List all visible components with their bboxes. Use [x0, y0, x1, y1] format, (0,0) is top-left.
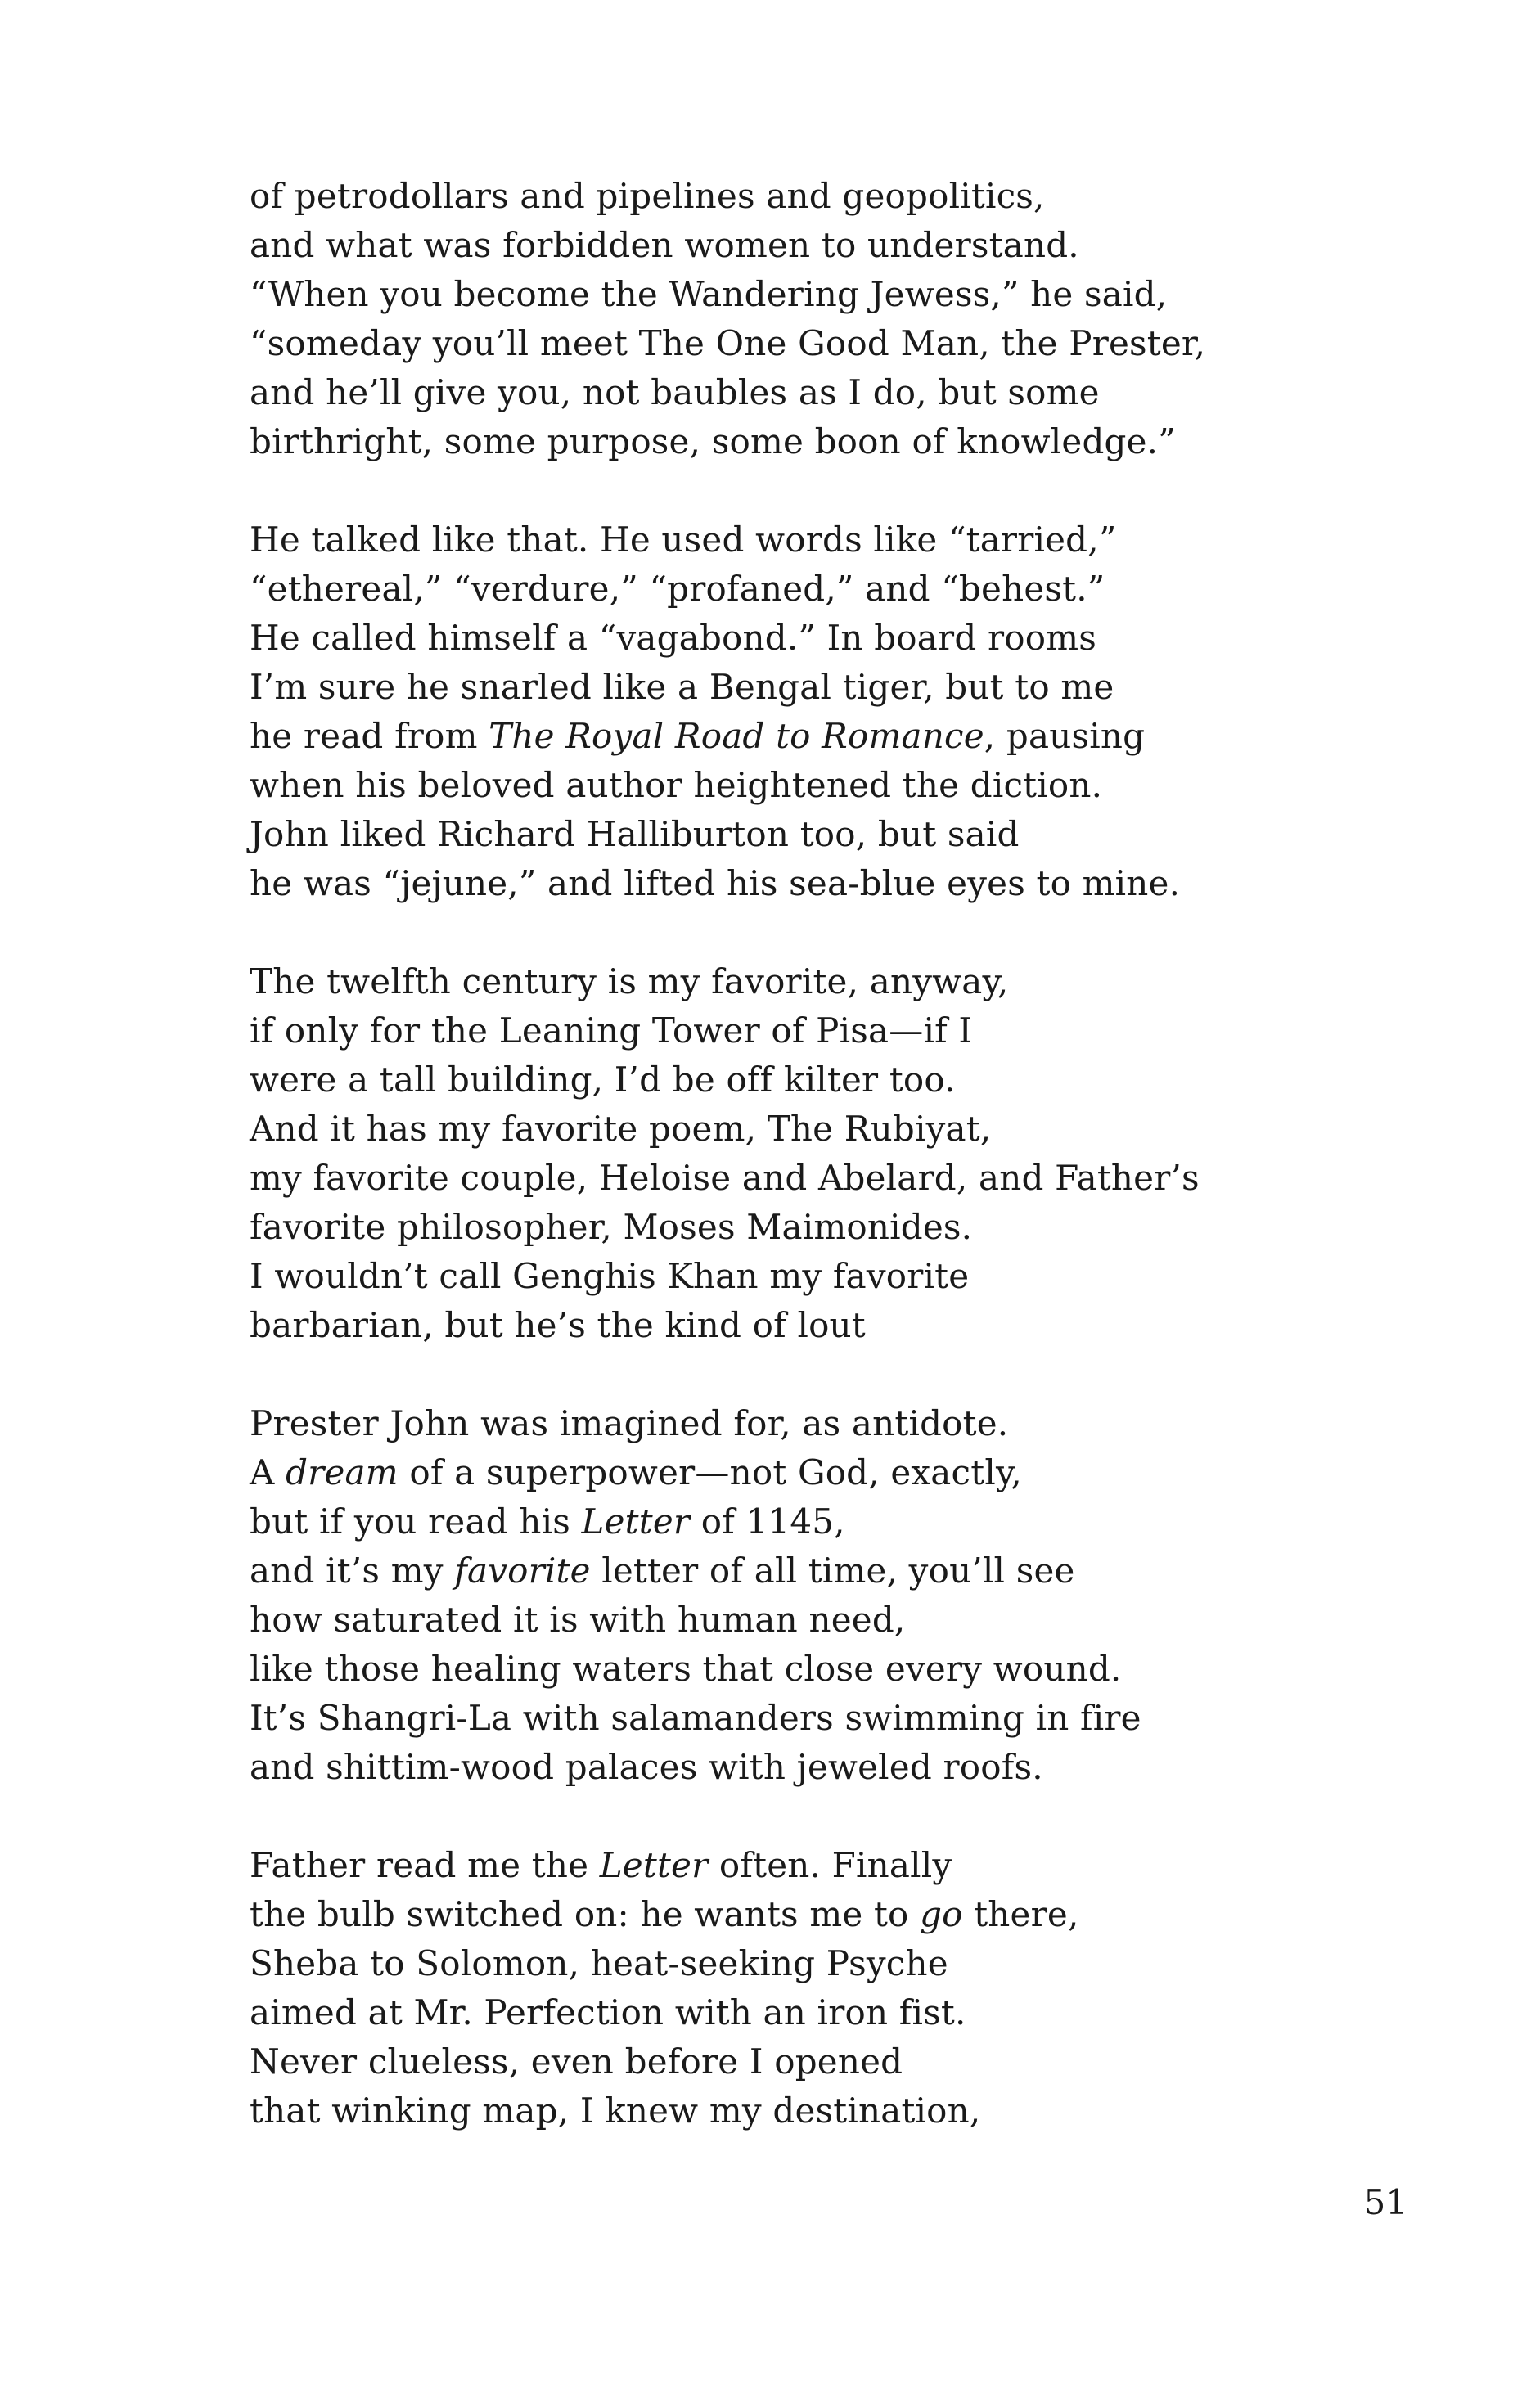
line-text: I’m sure he snarled like a Bengal tiger, but to me — [250, 667, 1114, 707]
line-text: and what was forbidden women to understand. — [250, 225, 1079, 265]
poem-line — [250, 1596, 1330, 1645]
poem-line — [250, 1988, 1330, 2037]
poem-line — [250, 1055, 1330, 1105]
line-text: there, — [962, 1894, 1079, 1934]
line-text: And it has my favorite poem, The Rubiyat, — [250, 1109, 992, 1149]
poem-line — [250, 172, 1330, 221]
italic-text: dream — [286, 1452, 399, 1492]
line-text: letter of all time, you’ll see — [590, 1551, 1075, 1591]
poem-line — [250, 1939, 1330, 1988]
poem-line — [250, 221, 1330, 270]
line-text: Father read me the — [250, 1845, 600, 1885]
line-text: often. Finally — [708, 1845, 952, 1885]
stanza — [250, 957, 1330, 1350]
poem-line — [250, 1154, 1330, 1203]
poem-line — [250, 761, 1330, 810]
line-text: he read from — [250, 716, 489, 756]
line-text: aimed at Mr. Perfection with an iron fist. — [250, 1992, 966, 2032]
poem-line — [250, 2086, 1330, 2136]
poem-line — [250, 1497, 1330, 1546]
line-text: and it’s my — [250, 1551, 455, 1591]
line-text: Prester John was imagined for, as antidote. — [250, 1403, 1009, 1443]
line-text: that winking map, I knew my destination, — [250, 2091, 981, 2131]
poem-line — [250, 1645, 1330, 1694]
italic-text: Letter — [599, 1845, 709, 1885]
poem-line — [250, 712, 1330, 761]
line-text: but if you read his — [250, 1501, 582, 1542]
line-text: Sheba to Solomon, heat-seeking Psyche — [250, 1943, 948, 1983]
poem-line — [250, 1743, 1330, 1792]
line-text: if only for the Leaning Tower of Pisa—if I — [250, 1010, 973, 1051]
line-text: Never clueless, even before I opened — [250, 2041, 903, 2082]
line-text: were a tall building, I’d be off kilter too. — [250, 1060, 956, 1100]
stanza — [250, 1399, 1330, 1792]
poem-line — [250, 515, 1330, 565]
poem-line — [250, 319, 1330, 368]
poem-line — [250, 1546, 1330, 1596]
line-text: and he’ll give you, not baubles as I do, but some — [250, 372, 1100, 412]
poem-line — [250, 1890, 1330, 1939]
line-text: birthright, some purpose, some boon of knowledge.” — [250, 421, 1176, 461]
line-text: It’s Shangri-La with salamanders swimming in fire — [250, 1698, 1141, 1738]
poem-line — [250, 270, 1330, 319]
line-text: I wouldn’t call Genghis Khan my favorite — [250, 1256, 970, 1296]
line-text: how saturated it is with human need, — [250, 1600, 906, 1640]
poem-line — [250, 1105, 1330, 1154]
poem-line — [250, 565, 1330, 614]
italic-text: The Royal Road to Romance — [489, 716, 984, 756]
poem-body — [250, 172, 1330, 2136]
line-text: barbarian, but he’s the kind of lout — [250, 1305, 866, 1345]
line-text: my favorite couple, Heloise and Abelard, and Father’s — [250, 1158, 1200, 1198]
line-text: , pausing — [984, 716, 1146, 756]
line-text: favorite philosopher, Moses Maimonides. — [250, 1207, 973, 1247]
poem-line — [250, 957, 1330, 1006]
line-text: when his beloved author heightened the diction. — [250, 765, 1103, 805]
poem-line — [250, 663, 1330, 712]
line-text: “someday you’ll meet The One Good Man, the Prester, — [250, 323, 1206, 363]
line-text: The twelfth century is my favorite, anyway, — [250, 961, 1009, 1001]
stanza — [250, 172, 1330, 466]
line-text: and shittim-wood palaces with jeweled roofs. — [250, 1747, 1043, 1787]
line-text: “When you become the Wandering Jewess,” he said, — [250, 274, 1168, 314]
poem-line — [250, 1203, 1330, 1252]
poem-line — [250, 1006, 1330, 1055]
line-text: He called himself a “vagabond.” In board rooms — [250, 618, 1096, 658]
poem-line — [250, 1252, 1330, 1301]
poem-line — [250, 417, 1330, 466]
poem-line — [250, 1694, 1330, 1743]
stanza — [250, 515, 1330, 908]
line-text: A — [250, 1452, 286, 1492]
poem-line — [250, 1301, 1330, 1350]
line-text: He talked like that. He used words like “tarried,” — [250, 520, 1117, 560]
line-text: he was “jejune,” and lifted his sea-blue eyes to mine. — [250, 863, 1181, 903]
poem-line — [250, 614, 1330, 663]
line-text: the bulb switched on: he wants me to — [250, 1894, 921, 1934]
poem-line — [250, 2037, 1330, 2086]
line-text: of a superpower—not God, exactly, — [398, 1452, 1022, 1492]
line-text: John liked Richard Halliburton too, but said — [250, 814, 1020, 854]
stanza — [250, 1841, 1330, 2136]
poem-line — [250, 368, 1330, 417]
page-number: 51 — [1363, 2182, 1407, 2222]
poem-line — [250, 1841, 1330, 1890]
line-text: of 1145, — [690, 1501, 845, 1542]
poem-line — [250, 1448, 1330, 1497]
poem-line — [250, 1399, 1330, 1448]
italic-text: favorite — [454, 1551, 591, 1591]
line-text: “ethereal,” “verdure,” “profaned,” and “behest.” — [250, 569, 1105, 609]
poem-line — [250, 810, 1330, 859]
line-text: of petrodollars and pipelines and geopolitics, — [250, 176, 1045, 216]
italic-text: go — [920, 1894, 963, 1934]
italic-text: Letter — [581, 1501, 691, 1542]
poem-line — [250, 859, 1330, 908]
line-text: like those healing waters that close every wound. — [250, 1649, 1122, 1689]
